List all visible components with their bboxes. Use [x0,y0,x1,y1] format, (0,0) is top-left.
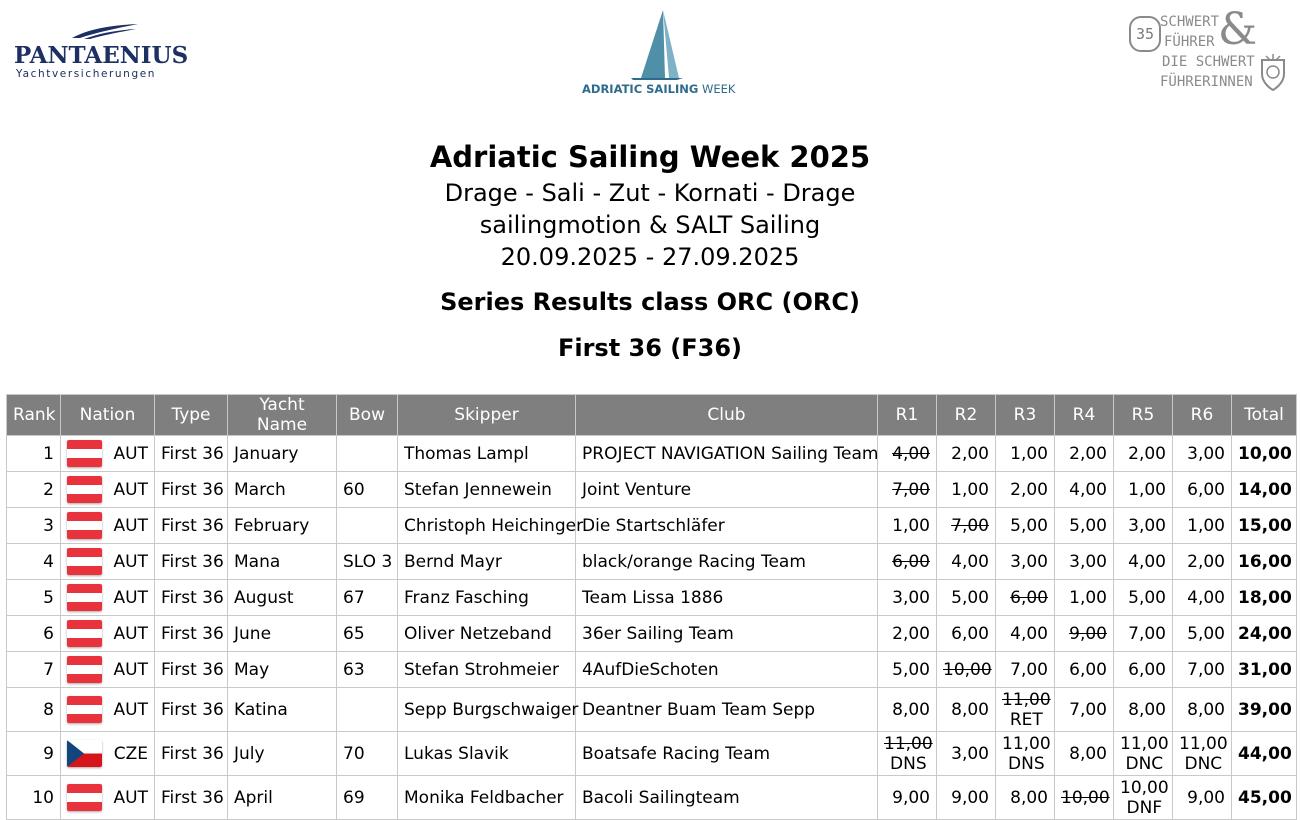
flag-aut-icon [67,620,102,647]
skipper-cell: Bernd Mayr [398,544,576,580]
race-score-cell [878,776,937,820]
race-score: 2,00 [892,623,930,644]
yacht-name-cell: April [228,776,337,820]
table-row [7,652,1297,688]
type-cell: First 36 [155,436,228,472]
table-row [7,688,1297,732]
table-row [7,580,1297,616]
skipper-cell: Lukas Slavik [398,732,576,776]
race-score-cell [1114,732,1173,776]
race-score: 8,00 [1187,699,1225,720]
race-score-cell [878,652,937,688]
total-cell: 10,00 [1232,436,1297,472]
logo-ampersand: & [1218,4,1258,55]
race-score-cell [937,776,996,820]
total-cell: 24,00 [1232,616,1297,652]
race-score: 11,00 [884,733,933,754]
results-table [6,394,1297,820]
race-score: 8,00 [892,699,930,720]
logo-line-4: FÜHRERINNEN [1160,74,1253,90]
nation-cell [61,652,155,688]
race-score: 2,00 [1069,443,1107,464]
type-cell: First 36 [155,544,228,580]
race-score: 8,00 [1128,699,1166,720]
race-score: 6,00 [1069,659,1107,680]
race-score-cell [1173,616,1232,652]
rank-cell: 2 [7,472,61,508]
race-score-cell [878,580,937,616]
bow-cell [337,688,398,732]
race-code: DNC [1125,753,1164,774]
race-score-cell [1114,508,1173,544]
col-header: Nation [61,395,155,436]
col-header: R4 [1055,395,1114,436]
race-score: 1,00 [1128,479,1166,500]
race-score-cell [1114,776,1173,820]
race-code: DNS [1008,753,1045,774]
yacht-name-cell: August [228,580,337,616]
table-row [7,776,1297,820]
rank-cell: 4 [7,544,61,580]
nation-cell [61,688,155,732]
club-cell: Team Lissa 1886 [576,580,878,616]
race-score: 3,00 [951,743,989,764]
race-score: 8,00 [951,699,989,720]
rank-cell: 8 [7,688,61,732]
race-score-cell [996,472,1055,508]
flag-cze-icon [67,740,102,767]
race-score: 9,00 [1069,623,1107,644]
type-cell: First 36 [155,776,228,820]
race-score-cell [878,544,937,580]
bow-cell [337,508,398,544]
race-code: RET [1009,709,1043,730]
yacht-name-cell: January [228,436,337,472]
race-score: 7,00 [1069,699,1107,720]
race-score: 3,00 [1069,551,1107,572]
bow-cell: SLO 3 [337,544,398,580]
race-score-cell [1173,472,1232,508]
type-cell: First 36 [155,580,228,616]
yacht-name-cell: Katina [228,688,337,732]
race-score-cell [1055,732,1114,776]
skipper-cell: Christoph Heichinger [398,508,576,544]
race-score: 4,00 [892,443,930,464]
anniversary-number: 35 [1129,16,1161,52]
club-cell: Bacoli Sailingteam [576,776,878,820]
table-row [7,732,1297,776]
race-score-cell [1114,580,1173,616]
race-score-cell [1114,688,1173,732]
race-score: 5,00 [1010,515,1048,536]
nation-cell [61,776,155,820]
race-score: 1,00 [1010,443,1048,464]
race-score-cell [996,732,1055,776]
race-score: 4,00 [1187,587,1225,608]
club-cell: 36er Sailing Team [576,616,878,652]
rank-cell: 5 [7,580,61,616]
race-score: 11,00 [1002,689,1051,710]
crest-icon [1258,54,1288,92]
race-score-cell [1114,652,1173,688]
race-score-cell [878,436,937,472]
race-score: 10,00 [1061,787,1110,808]
nation-cell [61,580,155,616]
nation-code: AUT [113,699,148,720]
yacht-name-cell: March [228,472,337,508]
club-cell: Boatsafe Racing Team [576,732,878,776]
race-score: 7,00 [951,515,989,536]
schwertfuehrer-logo [1126,4,1291,98]
table-row [7,508,1297,544]
race-score-cell [878,472,937,508]
race-score-cell [937,580,996,616]
race-score-cell [1055,544,1114,580]
nation-code: AUT [113,587,148,608]
race-code: DNS [890,753,927,774]
col-header: Bow [337,395,398,436]
pantaenius-swoosh-icon [70,22,140,40]
nation-code: AUT [113,659,148,680]
club-cell: PROJECT NAVIGATION Sailing Team [576,436,878,472]
race-score: 4,00 [1069,479,1107,500]
race-score: 2,00 [1128,443,1166,464]
type-cell: First 36 [155,616,228,652]
event-dates: 20.09.2025 - 27.09.2025 [500,243,800,271]
race-score-cell [937,436,996,472]
race-score: 4,00 [1128,551,1166,572]
yacht-name-cell: February [228,508,337,544]
total-cell: 39,00 [1232,688,1297,732]
col-header: Rank [7,395,61,436]
race-score: 3,00 [1187,443,1225,464]
race-score-cell [1055,508,1114,544]
col-header: Club [576,395,878,436]
yacht-name-cell: May [228,652,337,688]
table-row [7,544,1297,580]
type-cell: First 36 [155,732,228,776]
bow-cell: 63 [337,652,398,688]
race-score: 4,00 [1010,623,1048,644]
rank-cell: 3 [7,508,61,544]
flag-aut-icon [67,476,102,503]
skipper-cell: Stefan Jennewein [398,472,576,508]
results-body [7,436,1297,820]
col-header: R3 [996,395,1055,436]
race-score: 7,00 [1187,659,1225,680]
race-score-cell [996,652,1055,688]
total-cell: 18,00 [1232,580,1297,616]
club-cell: black/orange Racing Team [576,544,878,580]
race-score: 1,00 [951,479,989,500]
race-score-cell [1114,436,1173,472]
race-score: 5,00 [892,659,930,680]
race-score: 1,00 [1187,515,1225,536]
race-score: 11,00 [1120,733,1169,754]
race-score-cell [1173,652,1232,688]
table-row [7,616,1297,652]
logo-line-1: SCHWERT [1160,14,1220,30]
race-score: 7,00 [1128,623,1166,644]
rank-cell: 1 [7,436,61,472]
col-header: Total [1232,395,1297,436]
race-score: 5,00 [1187,623,1225,644]
race-score: 3,00 [892,587,930,608]
rank-cell: 10 [7,776,61,820]
race-score-cell [996,776,1055,820]
race-score: 7,00 [892,479,930,500]
race-score: 6,00 [951,623,989,644]
race-score-cell [937,688,996,732]
col-header: R1 [878,395,937,436]
asw-caption [582,82,735,96]
race-score-cell [996,688,1055,732]
race-score-cell [878,508,937,544]
nation-cell [61,732,155,776]
bow-cell: 60 [337,472,398,508]
race-score: 8,00 [1010,787,1048,808]
race-score-cell [996,580,1055,616]
col-header: R5 [1114,395,1173,436]
table-row [7,472,1297,508]
race-code: DNF [1126,797,1163,818]
race-score: 11,00 [1179,733,1228,754]
rank-cell: 6 [7,616,61,652]
event-organizer: sailingmotion & SALT Sailing [479,211,821,239]
col-header: R6 [1173,395,1232,436]
race-score: 6,00 [892,551,930,572]
type-cell: First 36 [155,472,228,508]
nation-cell [61,508,155,544]
race-score: 9,00 [951,787,989,808]
asw-caption-light: WEEK [698,82,736,96]
nation-code: AUT [113,443,148,464]
nation-code: AUT [113,479,148,500]
nation-code: AUT [113,551,148,572]
race-score-cell [1055,436,1114,472]
race-score-cell [1173,776,1232,820]
race-score-cell [1114,616,1173,652]
race-score-cell [1055,776,1114,820]
nation-cell [61,436,155,472]
race-score: 5,00 [1128,587,1166,608]
nation-cell [61,472,155,508]
race-score: 7,00 [1010,659,1048,680]
rank-cell: 7 [7,652,61,688]
flag-aut-icon [67,548,102,575]
col-header: R2 [937,395,996,436]
skipper-cell: Sepp Burgschwaiger [398,688,576,732]
bow-cell: 69 [337,776,398,820]
type-cell: First 36 [155,652,228,688]
race-score-cell [1114,472,1173,508]
col-header: Skipper [398,395,576,436]
col-header: Type [155,395,228,436]
race-score: 1,00 [1069,587,1107,608]
yacht-name-cell: June [228,616,337,652]
race-score-cell [1173,436,1232,472]
race-score-cell [1055,616,1114,652]
bow-cell: 65 [337,616,398,652]
adriatic-sailing-week-logo [578,8,736,98]
race-score-cell [996,616,1055,652]
total-cell: 14,00 [1232,472,1297,508]
race-score: 5,00 [951,587,989,608]
bow-cell [337,436,398,472]
race-score-cell [1055,472,1114,508]
event-title: Adriatic Sailing Week 2025 [429,140,871,174]
race-score: 6,00 [1187,479,1225,500]
flag-aut-icon [67,696,102,723]
bow-cell: 67 [337,580,398,616]
logo-line-3: DIE SCHWERT [1162,54,1255,70]
nation-code: CZE [113,743,148,764]
flag-aut-icon [67,440,102,467]
type-cell: First 36 [155,688,228,732]
nation-cell [61,544,155,580]
sail-icon [613,8,693,80]
race-score-cell [1173,508,1232,544]
race-score-cell [996,544,1055,580]
race-score-cell [1055,688,1114,732]
race-score-cell [1114,544,1173,580]
nation-code: AUT [113,623,148,644]
total-cell: 16,00 [1232,544,1297,580]
club-cell: 4AufDieSchoten [576,652,878,688]
race-score: 1,00 [892,515,930,536]
race-score-cell [878,616,937,652]
flag-aut-icon [67,584,102,611]
race-score: 2,00 [1010,479,1048,500]
series-heading: Series Results class ORC (ORC) [440,288,860,316]
race-score-cell [1173,688,1232,732]
event-route: Drage - Sali - Zut - Kornati - Drage [444,179,856,207]
race-score-cell [1173,732,1232,776]
flag-aut-icon [67,784,102,811]
race-score-cell [937,732,996,776]
flag-aut-icon [67,512,102,539]
asw-caption-bold: ADRIATIC SAILING [582,82,699,96]
club-cell: Die Startschläfer [576,508,878,544]
race-score: 2,00 [951,443,989,464]
race-score: 9,00 [892,787,930,808]
race-score-cell [996,436,1055,472]
race-score-cell [937,652,996,688]
race-code: DNC [1184,753,1223,774]
yacht-name-cell: Mana [228,544,337,580]
pantaenius-tagline: Yachtversicherungen [16,68,157,80]
club-cell: Deantner Buam Team Sepp [576,688,878,732]
race-score: 8,00 [1069,743,1107,764]
race-score-cell [1055,652,1114,688]
race-score-cell [878,688,937,732]
race-score: 3,00 [1010,551,1048,572]
skipper-cell: Thomas Lampl [398,436,576,472]
race-score-cell [937,544,996,580]
flag-aut-icon [67,656,102,683]
race-score-cell [1173,544,1232,580]
race-score-cell [996,508,1055,544]
race-score: 2,00 [1187,551,1225,572]
col-header: Yacht Name [228,395,337,436]
race-score: 5,00 [1069,515,1107,536]
total-cell: 31,00 [1232,652,1297,688]
total-cell: 15,00 [1232,508,1297,544]
race-score: 11,00 [1002,733,1051,754]
table-row [7,436,1297,472]
pantaenius-logo [12,22,189,82]
pantaenius-brand: PANTAENIUS [14,42,189,69]
bow-cell: 70 [337,732,398,776]
race-score-cell [878,732,937,776]
total-cell: 44,00 [1232,732,1297,776]
class-heading: First 36 (F36) [557,334,743,362]
race-score-cell [937,472,996,508]
race-score: 6,00 [1010,587,1048,608]
race-score-cell [1055,580,1114,616]
table-header-row [7,395,1297,436]
club-cell: Joint Venture [576,472,878,508]
logo-line-2: FÜHRER [1164,34,1215,50]
race-score-cell [937,508,996,544]
skipper-cell: Franz Fasching [398,580,576,616]
race-score: 10,00 [1120,777,1169,798]
race-score: 10,00 [943,659,992,680]
skipper-cell: Oliver Netzeband [398,616,576,652]
skipper-cell: Monika Feldbacher [398,776,576,820]
nation-code: AUT [113,515,148,536]
race-score: 9,00 [1187,787,1225,808]
race-score-cell [1173,580,1232,616]
nation-code: AUT [113,787,148,808]
yacht-name-cell: July [228,732,337,776]
skipper-cell: Stefan Strohmeier [398,652,576,688]
total-cell: 45,00 [1232,776,1297,820]
race-score: 4,00 [951,551,989,572]
type-cell: First 36 [155,508,228,544]
rank-cell: 9 [7,732,61,776]
race-score: 6,00 [1128,659,1166,680]
race-score: 3,00 [1128,515,1166,536]
nation-cell [61,616,155,652]
race-score-cell [937,616,996,652]
